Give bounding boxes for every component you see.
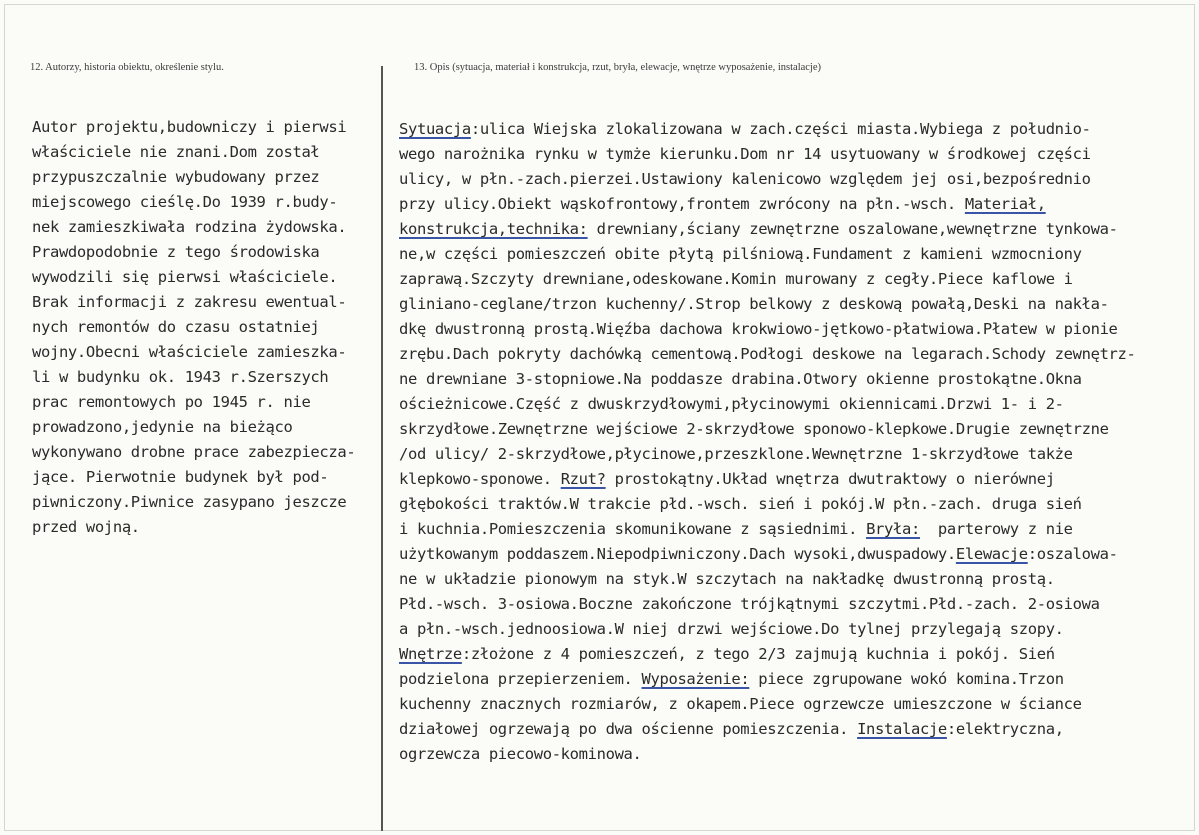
left-text-line: nych remontów do czasu ostatniej: [32, 318, 320, 336]
text-segment: piece zgrupowane wokó komina.Trzon: [749, 670, 1064, 688]
text-segment: :oszalowa-: [1027, 545, 1118, 563]
text-segment: kuchenny znacznych rozmiarów, z okapem.Piece ogrzewcze umieszczone w ściance: [399, 695, 1082, 713]
text-segment: wego narożnika rynku w tymże kierunku.Dom nr 14 usytuowany w środkowej części: [399, 145, 1091, 163]
text-segment: :elektryczna,: [946, 720, 1064, 738]
text-segment: gliniano-ceglane/trzon kuchenny/.Strop belkowy z deskową powałą,Deski na nakła-: [399, 295, 1109, 313]
left-text-line: miejscowego cieślę.Do 1939 r.budy-: [32, 193, 338, 211]
right-text-line: [399, 667, 1199, 692]
section-label: Instalacje: [857, 720, 947, 738]
left-text-line: wojny.Obecni właściciele zamieszka-: [32, 343, 347, 361]
text-segment: drewniany,ściany zewnętrzne oszalowane,wewnętrzne tynkowa-: [587, 220, 1118, 238]
right-text-line: [399, 342, 1199, 367]
left-text-line: nek zamieszkiwała rodzina żydowska.: [32, 218, 347, 236]
text-segment: prostokątny.Układ wnętrza dwutraktowy o nierównej: [605, 470, 1055, 488]
text-segment: ogrzewcza piecowo-kominowa.: [399, 745, 642, 763]
text-segment: ulicy, w płn.-zach.pierzei.Ustawiony kalenicowo względem jej osi,bezpośrednio: [399, 170, 1091, 188]
left-text-line: przypuszczalnie wybudowany przez: [32, 168, 320, 186]
text-segment: a płn.-wsch.jednoosiowa.W niej drzwi wejściowe.Do tylnej przylegają szopy.: [399, 620, 1064, 638]
text-segment: :złożone z 4 pomieszczeń, z tego 2/3 zajmują kuchnia i pokój. Sień: [461, 645, 1055, 663]
right-text-line: [399, 492, 1199, 517]
left-text-line: jące. Pierwotnie budynek był pod-: [32, 468, 329, 486]
text-segment: ościeżnicowe.Część z dwuskrzydłowymi,płycinowymi okiennicami.Drzwi 1- i 2-: [399, 395, 1064, 413]
right-text-line: [399, 242, 1199, 267]
text-segment: dkę dwustronną prostą.Więźba dachowa krokwiowo-jętkowo-płatwiowa.Płatew w pionie: [399, 320, 1118, 338]
left-text-line: właściciele nie znani.Dom został: [32, 143, 320, 161]
text-segment: użytkowanym poddaszem.Niepodpiwniczony.Dach wysoki,dwuspadowy.: [399, 545, 956, 563]
right-text-line: [399, 517, 1199, 542]
right-text-line: [399, 192, 1199, 217]
right-text-line: [399, 317, 1199, 342]
section-label: Materiał,: [964, 195, 1046, 213]
left-text-line: Autor projektu,budowniczy i pierwsi: [32, 118, 347, 136]
right-text-line: [399, 542, 1199, 567]
left-text-line: piwniczony.Piwnice zasypano jeszcze: [32, 493, 347, 511]
right-text-line: [399, 467, 1199, 492]
left-text-line: wywodzili się pierwsi właściciele.: [32, 268, 338, 286]
text-segment: przy ulicy.Obiekt wąskofrontowy,frontem zwrócony na płn.-wsch.: [399, 195, 965, 213]
authors-history-text: [32, 115, 377, 540]
section-13-heading: 13. Opis (sytuacja, materiał i konstrukcja, rzut, bryła, elewacje, wnętrze wyposażenie, instalacje): [414, 62, 822, 73]
left-text-line: prowadzono,jedynie na bieżąco: [32, 418, 293, 436]
text-segment: skrzydłowe.Zewnętrzne wejściowe 2-skrzydłowe sponowo-klepkowe.Drugie zewnętrzne: [399, 420, 1109, 438]
left-text-line: prac remontowych po 1945 r. nie: [32, 393, 311, 411]
left-text-line: Prawdopodobnie z tego środowiska: [32, 243, 320, 261]
left-text-line: przed wojną.: [32, 518, 140, 536]
section-label: Wnętrze: [399, 645, 462, 663]
text-segment: ne w układzie pionowym na styk.W szczytach na nakładkę dwustronną prostą.: [399, 570, 1055, 588]
section-label: konstrukcja,technika:: [399, 220, 588, 238]
section-label: Elewacje: [955, 545, 1028, 563]
right-text-line: [399, 217, 1199, 242]
right-text-line: [399, 442, 1199, 467]
right-text-line: [399, 267, 1199, 292]
text-segment: klepkowo-sponowe.: [399, 470, 561, 488]
right-text-line: [399, 392, 1199, 417]
right-text-line: [399, 717, 1199, 742]
right-text-line: [399, 117, 1199, 142]
right-text-line: [399, 292, 1199, 317]
description-text: [399, 117, 1199, 767]
right-text-line: [399, 567, 1199, 592]
left-text-line: Brak informacji z zakresu ewentual-: [32, 293, 347, 311]
section-12-heading: 12. Autorzy, historia obiektu, określenie stylu.: [30, 62, 224, 73]
section-label: Sytuacja: [399, 120, 471, 138]
text-segment: podzielona przepierzeniem.: [399, 670, 642, 688]
text-segment: zaprawą.Szczyty drewniane,odeskowane.Komin murowany z cegły.Piece kaflowe i: [399, 270, 1073, 288]
text-segment: /od ulicy/ 2-skrzydłowe,płycinowe,przeszklone.Wewnętrzne 1-skrzydłowe także: [399, 445, 1073, 463]
right-text-line: [399, 692, 1199, 717]
text-segment: ne,w części pomieszczeń obite płytą pilśniową.Fundament z kamieni wzmocniony: [399, 245, 1082, 263]
right-text-line: [399, 417, 1199, 442]
right-text-line: [399, 367, 1199, 392]
text-segment: ne drewniane 3-stopniowe.Na poddasze drabina.Otwory okienne prostokątne.Okna: [399, 370, 1082, 388]
left-text-line: wykonywano drobne prace zabezpiecza-: [32, 443, 356, 461]
right-text-line: [399, 642, 1199, 667]
text-segment: :ulica Wiejska zlokalizowana w zach.części miasta.Wybiega z południo-: [470, 120, 1091, 138]
text-segment: zrębu.Dach pokryty dachówką cementową.Podłogi deskowe na legarach.Schody zewnętrz-: [399, 345, 1136, 363]
column-divider: [381, 66, 383, 831]
section-label: Bryła:: [866, 520, 920, 538]
text-segment: i kuchnia.Pomieszczenia skomunikowane z sąsiednimi.: [399, 520, 867, 538]
text-segment: głębokości traktów.W trakcie płd.-wsch. sień i pokój.W płn.-zach. druga sień: [399, 495, 1082, 513]
text-segment: Płd.-wsch. 3-osiowa.Boczne zakończone trójkątnymi szczytmi.Płd.-zach. 2-osiowa: [399, 595, 1100, 613]
text-segment: działowej ogrzewają po dwa ościenne pomieszczenia.: [399, 720, 858, 738]
right-text-line: [399, 142, 1199, 167]
right-text-line: [399, 742, 1199, 767]
left-text-line: li w budynku ok. 1943 r.Szerszych: [32, 368, 329, 386]
text-segment: parterowy z nie: [919, 520, 1073, 538]
right-text-line: [399, 167, 1199, 192]
right-text-line: [399, 592, 1199, 617]
right-text-line: [399, 617, 1199, 642]
section-label: Rzut?: [560, 470, 606, 488]
section-label: Wyposażenie:: [641, 670, 750, 688]
